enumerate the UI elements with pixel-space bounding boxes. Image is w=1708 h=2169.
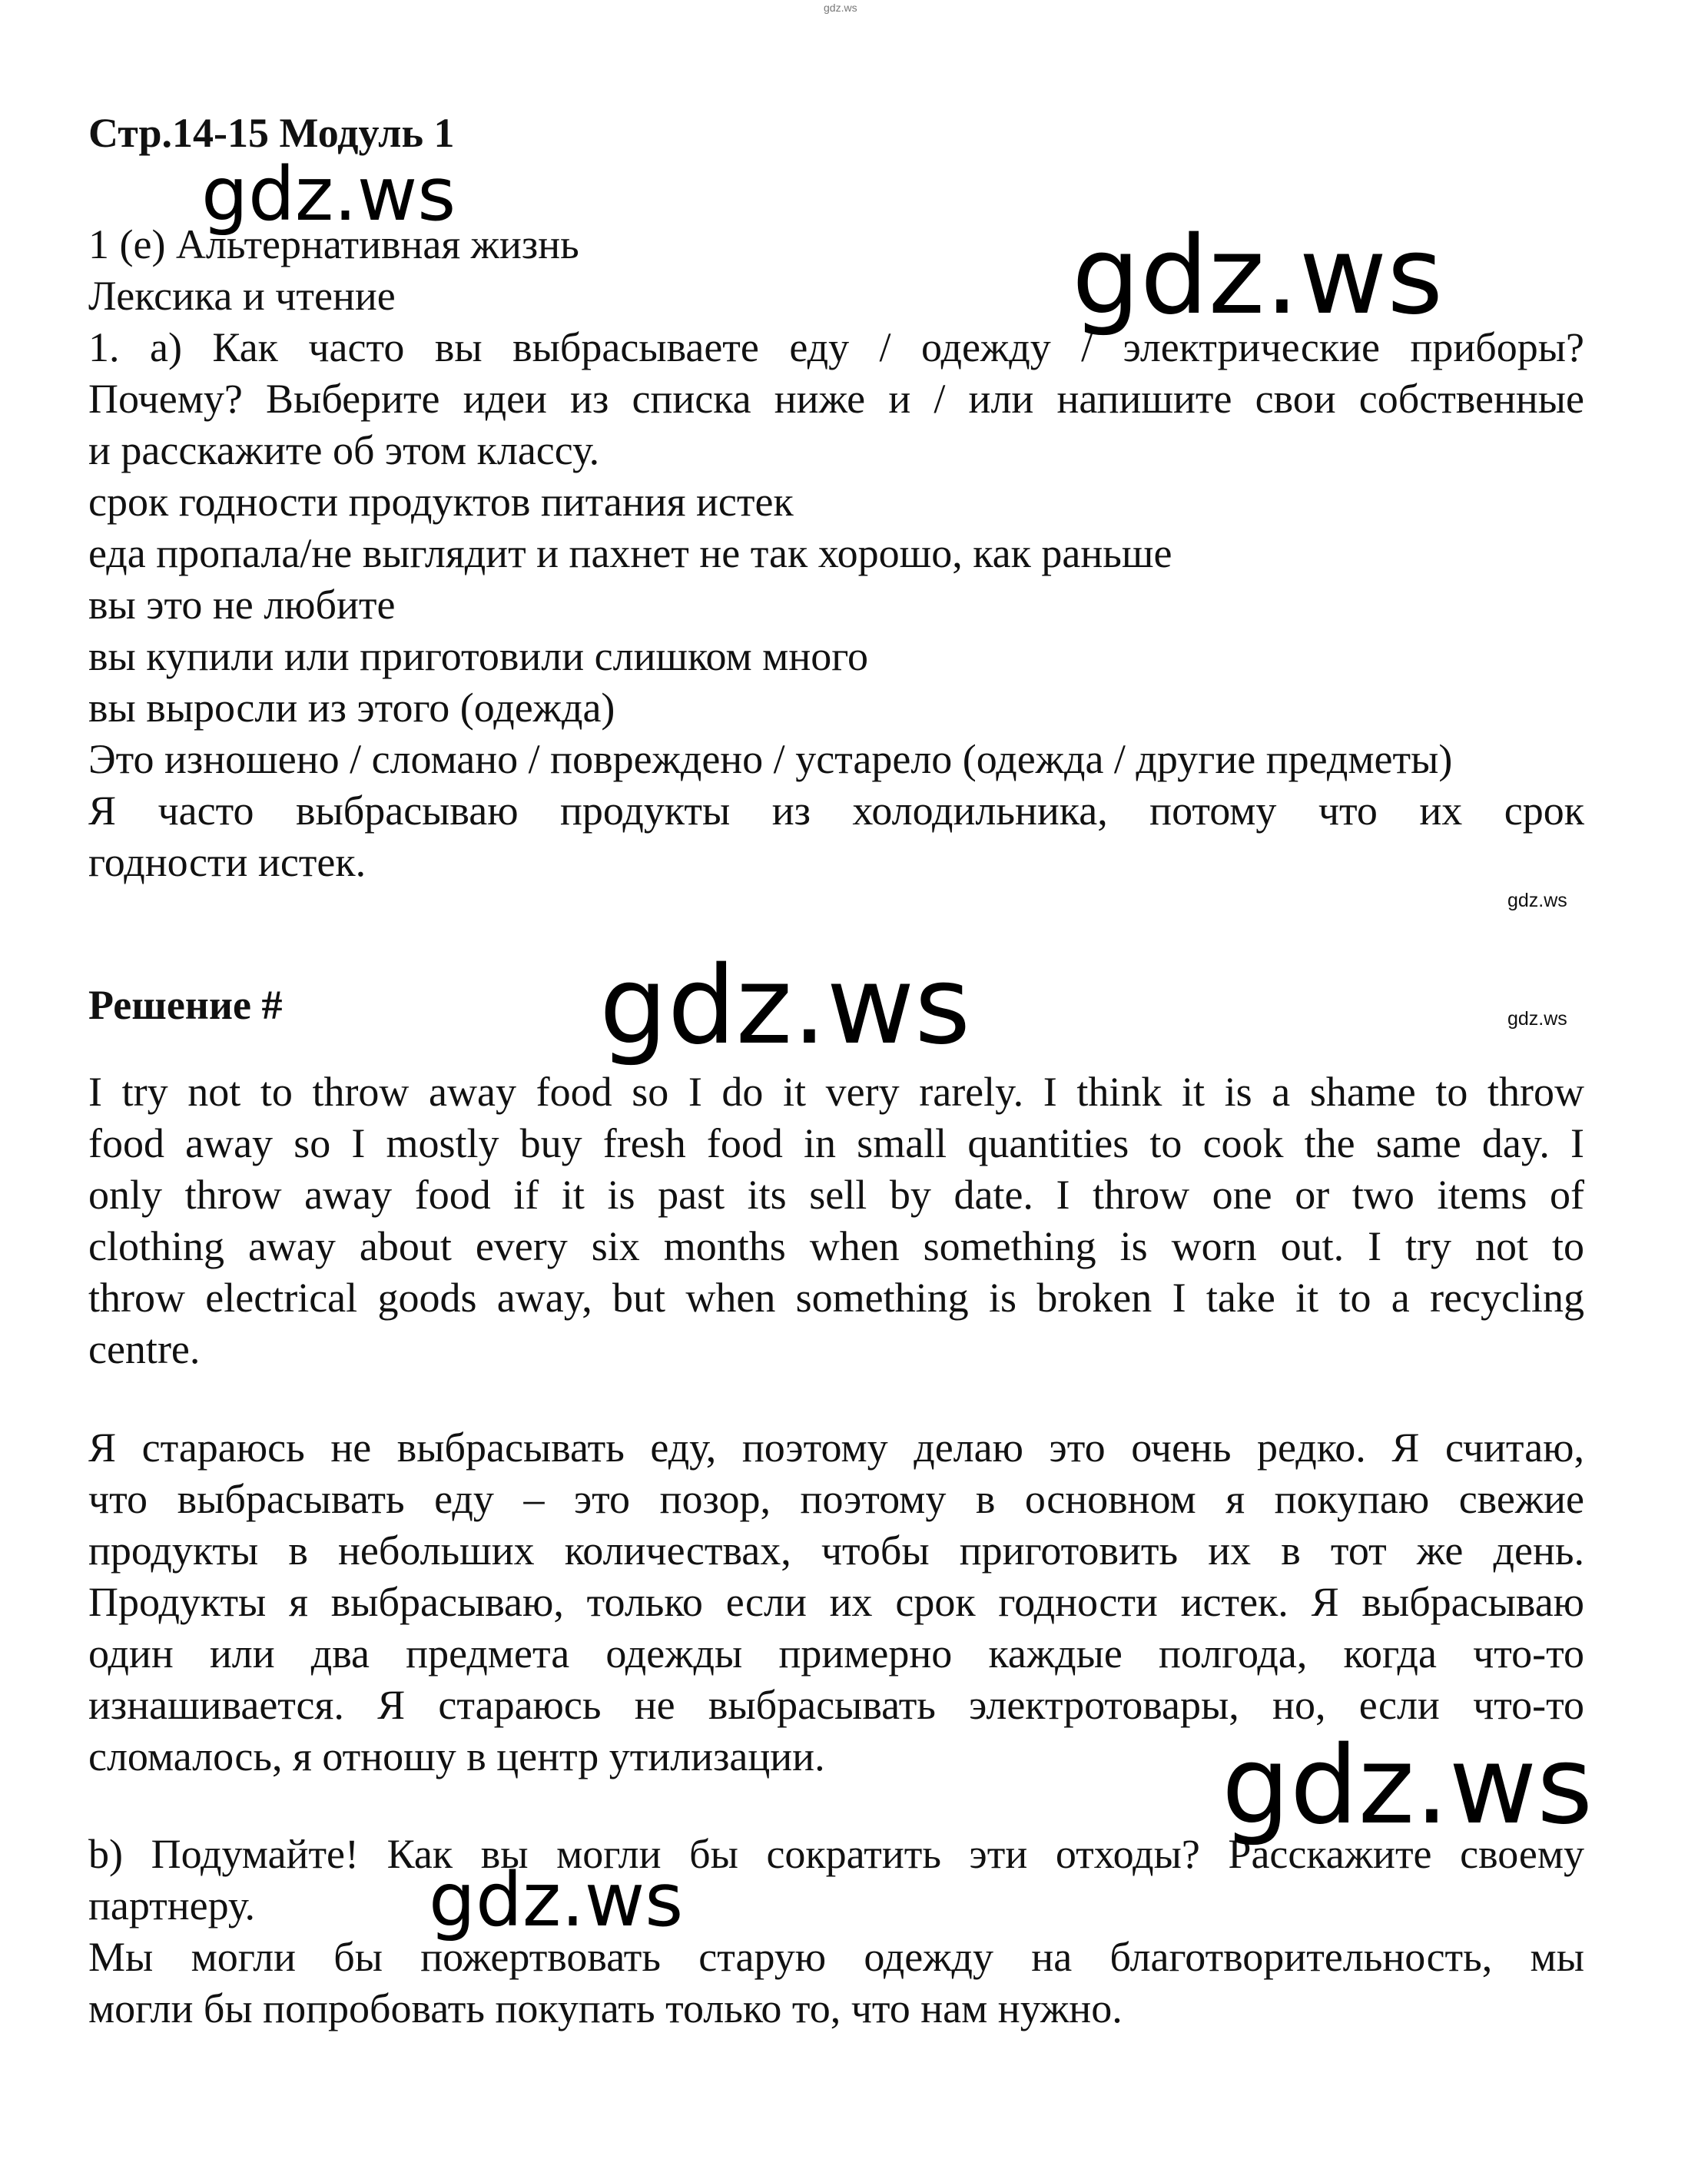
option-item: еда пропала/не выглядит и пахнет не так хорошо, как раньше: [88, 530, 1172, 576]
watermark: gdz.ws: [1072, 214, 1444, 339]
solution-heading: Решение #: [88, 982, 283, 1028]
russian-line: сломалось, я отношу в центр утилизации.: [88, 1733, 825, 1779]
russian-line: продукты в небольших количествах, чтобы приготовить их в тот же день.: [88, 1527, 1584, 1574]
part-b-answer-line: могли бы попробовать покупать только то, что нам нужно.: [88, 1985, 1123, 2031]
english-line: food away so I mostly buy fresh food in small quantities to cook the same day. I: [88, 1120, 1584, 1166]
part-b-question-line: партнеру.: [88, 1882, 256, 1929]
russian-line: один или два предмета одежды примерно каждые полгода, когда что-то: [88, 1630, 1584, 1676]
english-line: clothing away about every six months when something is worn out. I try not to: [88, 1223, 1584, 1269]
english-line: I try not to throw away food so I do it very rarely. I think it is a shame to throw: [88, 1069, 1584, 1115]
watermark: gdz.ws: [429, 1857, 684, 1943]
example-line: годности истек.: [88, 839, 366, 885]
lesson-title: 1 (e) Альтернативная жизнь: [88, 221, 579, 267]
part-b-question: [88, 1829, 1584, 2035]
option-item: вы купили или приготовили слишком много: [88, 633, 869, 679]
russian-line: что выбрасывать еду – это позор, поэтому в основном я покупаю свежие: [88, 1476, 1584, 1522]
part-b-question-line: b) Подумайте! Как вы могли бы сократить эти отходы? Расскажите своему: [88, 1831, 1584, 1877]
english-line: centre.: [88, 1326, 201, 1372]
option-item: Это изношено / сломано / повреждено / устарело (одежда / другие предметы): [88, 736, 1453, 782]
watermark: gdz.ws: [201, 151, 456, 237]
example-line: Я часто выбрасываю продукты из холодильника, потому что их срок: [88, 788, 1584, 834]
part-b-answer-line: Мы могли бы пожертвовать старую одежду на благотворительность, мы: [88, 1934, 1584, 1980]
question-line: Почему? Выберите идеи из списка ниже и / или напишите свои собственные: [88, 376, 1584, 422]
watermark-small: gdz.ws: [1507, 890, 1567, 911]
question-line: 1. a) Как часто вы выбрасываете еду / одежду / электрические приборы?: [88, 324, 1584, 370]
watermark: gdz.ws: [599, 944, 971, 1069]
top-watermark: gdz.ws: [824, 2, 857, 14]
section-title: Лексика и чтение: [88, 273, 396, 319]
russian-line: Я стараюсь не выбрасывать еду, поэтому делаю это очень редко. Я считаю,: [88, 1424, 1584, 1471]
english-line: throw electrical goods away, but when something is broken I take it to a recycling: [88, 1275, 1584, 1321]
russian-line: изнашивается. Я стараюсь не выбрасывать электротовары, но, если что-то: [88, 1682, 1584, 1728]
option-item: вы выросли из этого (одежда): [88, 685, 615, 731]
option-item: срок годности продуктов питания истек: [88, 479, 794, 525]
english-line: only throw away food if it is past its sell by date. I throw one or two items of: [88, 1172, 1584, 1218]
english-answer: [88, 1066, 1584, 1375]
watermark-small: gdz.ws: [1507, 1008, 1567, 1030]
question-line: и расскажите об этом классу.: [88, 427, 600, 473]
option-item: вы это не любите: [88, 582, 396, 628]
watermark: gdz.ws: [1222, 1723, 1594, 1849]
page-title: Стр.14-15 Модуль 1: [88, 110, 455, 156]
russian-line: Продукты я выбрасываю, только если их срок годности истек. Я выбрасываю: [88, 1579, 1584, 1625]
